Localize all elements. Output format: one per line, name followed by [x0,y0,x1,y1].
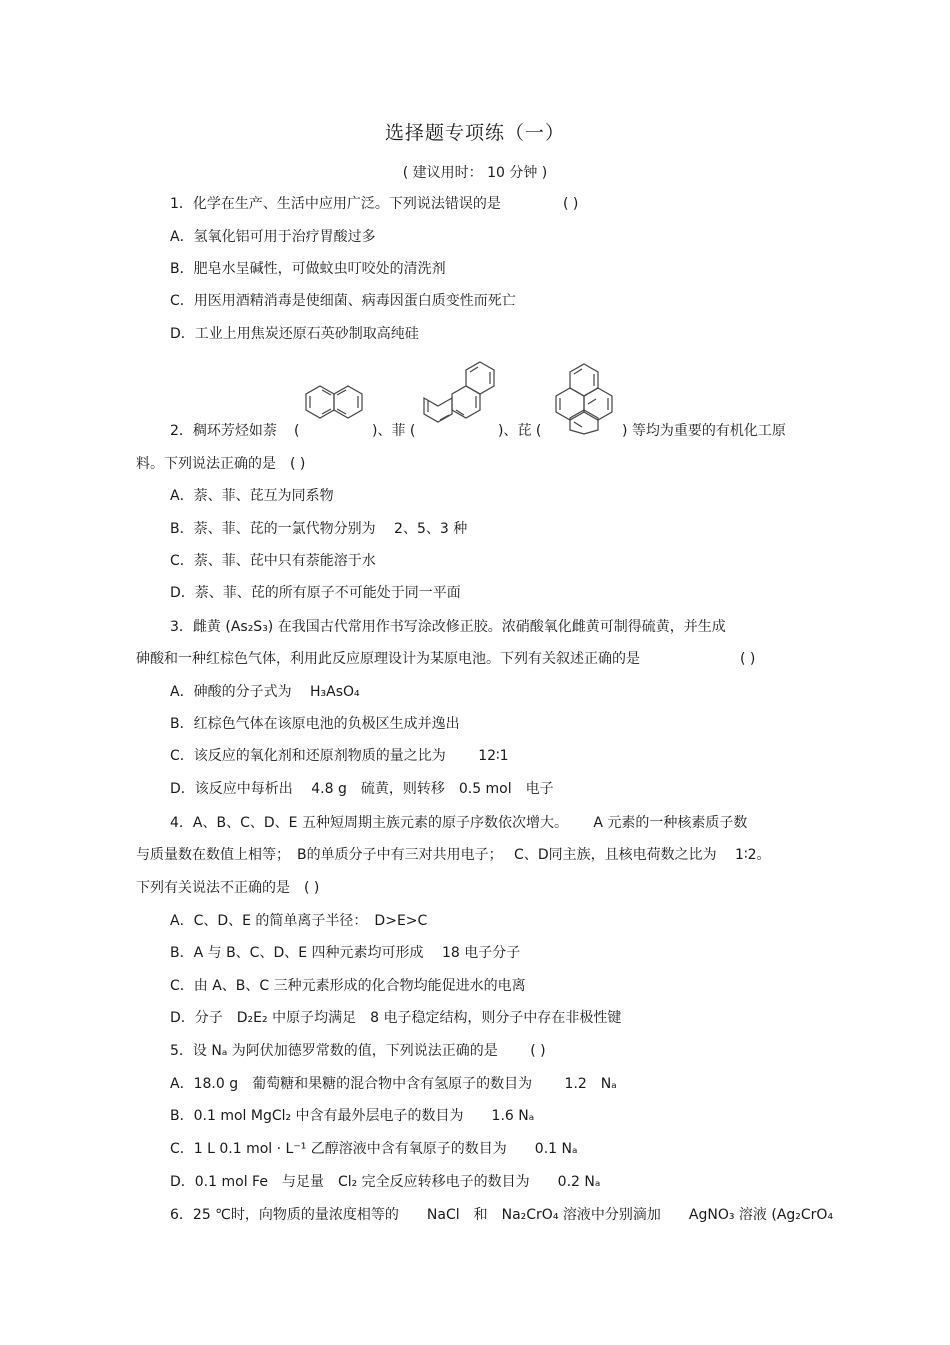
question-3-option-b: B．红棕色气体在该原电池的负极区生成并逸出 [170,716,460,732]
question-1-option-d: D．工业上用焦炭还原石英砂制取高纯硅 [170,326,419,342]
question-4-option-a: A．C、D、E 的简单离子半径： D>E>C [170,913,428,929]
question-3-option-c: C．该反应的氧化剂和还原剂物质的量之比为 12∶1 [170,748,509,764]
question-2-stem-b: )、菲 ( [372,423,416,439]
question-3-option-a: A．砷酸的分子式为 H₃AsO₄ [170,684,360,700]
question-3-line2: 砷酸和一种红棕色气体，利用此反应原理设计为某原电池。下列有关叙述正确的是 [136,651,640,667]
question-2-stem-line2: 料。下列说法正确的是 ( ) [136,456,306,472]
question-4-line1: 4．A、B、C、D、E 五种短周期主族元素的原子序数依次增大。 A 元素的一种核素质子数 [170,815,748,831]
pyrene-structure [548,360,620,438]
question-2-option-d: D．萘、菲、芘的所有原子不可能处于同一平面 [170,585,461,601]
question-1-stem: 1．化学在生产、生活中应用广泛。下列说法错误的是 [170,196,501,212]
question-3-blank: ( ) [740,651,756,667]
phenanthrene-structure [420,358,500,438]
question-2-paren-open: ( [294,423,300,439]
question-4-option-d: D．分子 D₂E₂ 中原子均满足 8 电子稳定结构，则分子中存在非极性键 [170,1010,622,1026]
question-2-stem-c: )、芘 ( [498,423,542,439]
page-title: 选择题专项练（一） [384,122,565,144]
question-1-option-a: A．氢氧化铝可用于治疗胃酸过多 [170,229,376,245]
page-subtitle: ( 建议用时： 10 分钟 ) [402,165,548,181]
question-1-blank: ( ) [563,196,579,212]
question-5-stem: 5．设 Nₐ 为阿伏加德罗常数的值，下列说法正确的是 ( ) [170,1043,546,1059]
question-3-option-d: D．该反应中每析出 4.8 g 硫黄，则转移 0.5 mol 电子 [170,781,554,797]
question-5-option-b: B．0.1 mol MgCl₂ 中含有最外层电子的数目为 1.6 Nₐ [170,1108,535,1124]
question-3-line1: 3．雌黄 (As₂S₃) 在我国古代常用作书写涂改修正胶。浓硝酸氧化雌黄可制得硫黄，并生成 [170,619,726,635]
question-4-line3: 下列有关说法不正确的是 ( ) [136,880,320,896]
question-5-option-d: D．0.1 mol Fe 与足量 Cl₂ 完全反应转移电子的数目为 0.2 Nₐ [170,1174,601,1190]
question-5-option-c: C．1 L 0.1 mol · L⁻¹ 乙醇溶液中含有氧原子的数目为 0.1 Nₐ [170,1141,578,1157]
question-5-option-a: A．18.0 g 葡萄糖和果糖的混合物中含有氢原子的数目为 1.2 Nₐ [170,1076,617,1092]
naphthalene-structure [302,380,366,436]
question-2-option-a: A．萘、菲、芘互为同系物 [170,488,334,504]
question-4-option-c: C．由 A、B、C 三种元素形成的化合物均能促进水的电离 [170,978,526,994]
question-4-line2: 与质量数在数值上相等； B的单质分子中有三对共用电子； C、D同主族，且核电荷数之比为 1∶2。 [136,847,771,863]
question-4-option-b: B．A 与 B、C、D、E 四种元素均可形成 18 电子分子 [170,945,521,961]
question-1-option-b: B．肥皂水呈碱性，可做蚊虫叮咬处的清洗剂 [170,261,446,277]
question-2-option-c: C．萘、菲、芘中只有萘能溶于水 [170,553,376,569]
question-6-line1: 6．25 ℃时，向物质的量浓度相等的 NaCl 和 Na₂CrO₄ 溶液中分别滴加 AgNO₃ 溶液 (Ag₂CrO₄ [170,1207,834,1223]
question-2-stem-d: ) 等均为重要的有机化工原 [622,423,786,439]
question-2-stem-start: 2．稠环芳烃如萘 [170,423,277,439]
question-1-option-c: C．用医用酒精消毒是使细菌、病毒因蛋白质变性而死亡 [170,293,516,309]
question-2-option-b: B．萘、菲、芘的一氯代物分别为 2、5、3 种 [170,521,468,537]
